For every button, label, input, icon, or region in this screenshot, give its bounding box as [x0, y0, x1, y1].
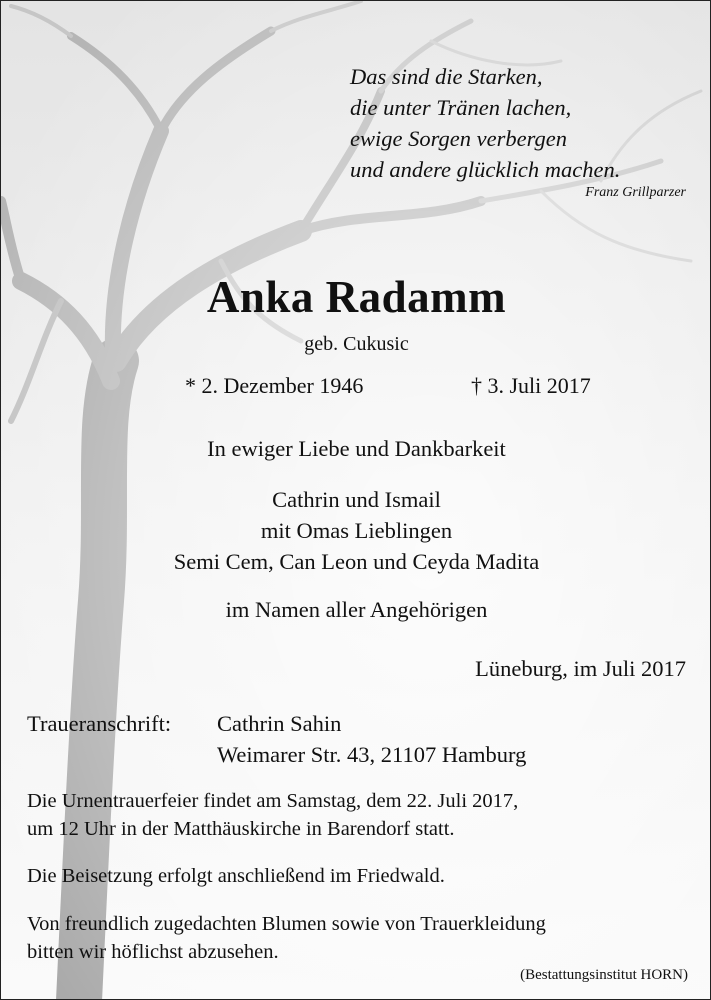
- relatives-line: im Namen aller Angehörigen: [225, 597, 488, 622]
- maiden-name: geb. Cukusic: [304, 333, 409, 355]
- place-date: Lüneburg, im Juli 2017: [475, 656, 686, 681]
- poem-author: Franz Grillparzer: [585, 185, 686, 200]
- address-label: Traueranschrift:: [27, 711, 172, 736]
- address-street: Weimarer Str. 43, 21107 Hamburg: [217, 742, 527, 767]
- request-paragraph: [27, 910, 546, 966]
- address-name: Cathrin Sahin: [217, 711, 342, 736]
- birth-date: * 2. Dezember 1946: [185, 373, 364, 398]
- ceremony-line: Die Urnentrauerfeier findet am Samstag, dem 22. Juli 2017,: [27, 790, 519, 812]
- burial-paragraph: [27, 862, 445, 890]
- ceremony-paragraph: [27, 787, 518, 843]
- poem-line: Das sind die Starken,: [350, 64, 543, 89]
- mourner-line: Semi Cem, Can Leon und Ceyda Madita: [173, 549, 540, 574]
- funeral-home: (Bestattungsinstitut HORN): [520, 967, 688, 983]
- death-date: † 3. Juli 2017: [471, 373, 591, 398]
- burial-line: Die Beisetzung erfolgt anschließend im Friedwald.: [27, 865, 445, 887]
- poem-line: und andere glücklich machen.: [350, 157, 621, 182]
- deceased-name: Anka Radamm: [206, 272, 507, 322]
- ceremony-line: um 12 Uhr in der Matthäuskirche in Barendorf statt.: [27, 818, 455, 840]
- request-line: bitten wir höflichst abzusehen.: [27, 941, 279, 963]
- poem-line: ewige Sorgen verbergen: [350, 126, 568, 151]
- dedication: In ewiger Liebe und Dankbarkeit: [207, 436, 506, 461]
- poem-line: die unter Tränen lachen,: [350, 95, 572, 120]
- mourner-line: mit Omas Lieblingen: [260, 518, 453, 543]
- poem: [350, 61, 620, 185]
- mourner-line: Cathrin und Ismail: [272, 487, 441, 512]
- request-line: Von freundlich zugedachten Blumen sowie von Trauerkleidung: [27, 913, 546, 935]
